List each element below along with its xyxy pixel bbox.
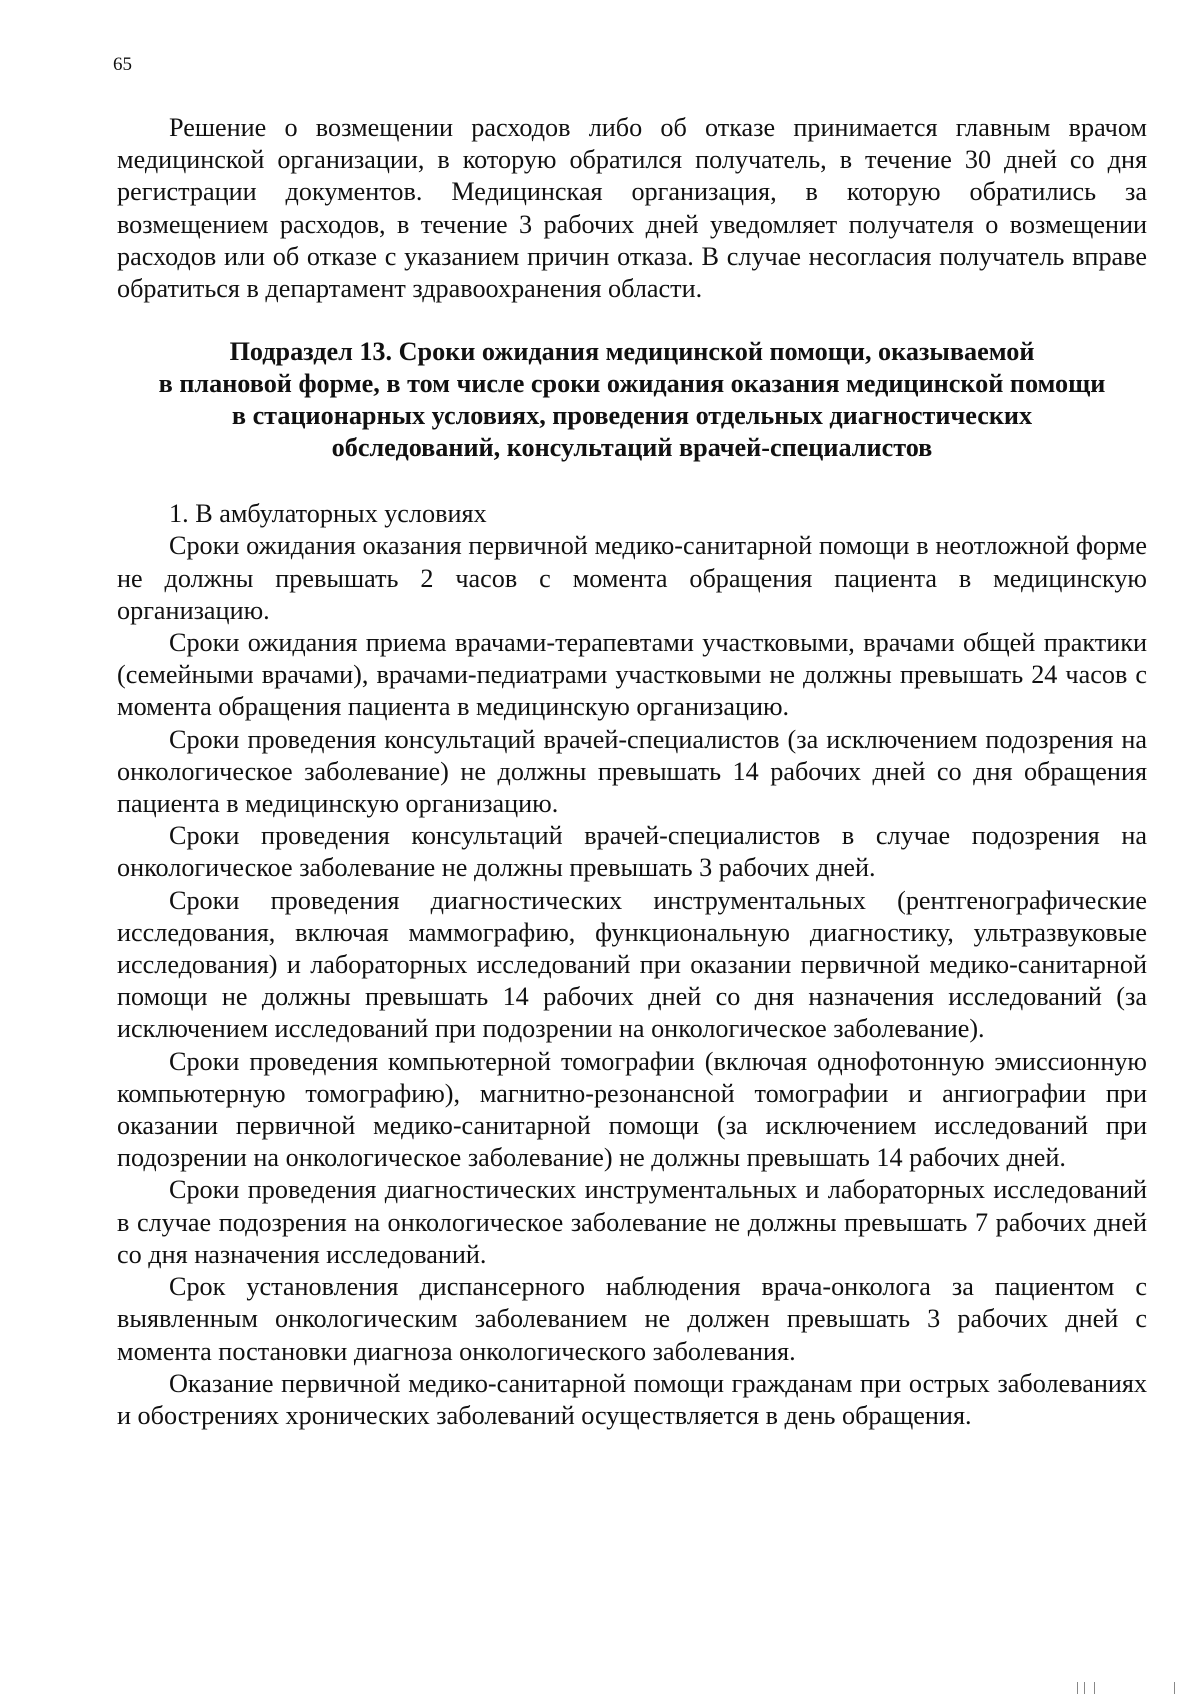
paragraph-7: Сроки проведения диагностических инструментальных и лабораторных исследований в случае подозрения на онкологическое заболевание не должны превышать 7 рабочих дней со дня назначения исследований. — [117, 1175, 1147, 1269]
section-item: 1. В амбулаторных условиях — [169, 499, 487, 529]
page-number: 65 — [113, 54, 132, 75]
paragraph-1: Сроки ожидания оказания первичной медико-санитарной помощи в неотложной форме не должны превышать 2 часов с момента обращения пациента в медицинскую организацию. — [117, 531, 1147, 625]
section-heading — [117, 336, 1147, 464]
scan-mark-right — [1174, 1682, 1175, 1694]
heading-line-4: обследований, консультаций врачей-специалистов — [331, 433, 933, 463]
paragraph-4: Сроки проведения консультаций врачей-специалистов в случае подозрения на онкологическое заболевание не должны превышать 3 рабочих дней. — [117, 821, 1147, 883]
intro-paragraph: Решение о возмещении расходов либо об отказе принимается главным врачом медицинской организации, в которую обратился получатель, в течение 30 дней со дня регистрации документов. Медицинская организация, в которую обратились за возмещением расходов, в течение 3 рабочих дней уведомляет получателя о возмещении расходов или об отказе с указанием причин отказа. В случае несогласия получатель вправе обратиться в департамент здравоохранения области. — [117, 113, 1147, 304]
paragraph-2: Сроки ожидания приема врачами-терапевтами участковыми, врачами общей практики (семейными врачами), врачами-педиатрами участковыми не должны превышать 24 часов с момента обращения пациента в медицинскую организацию. — [117, 628, 1147, 722]
document-body — [117, 112, 1147, 1432]
paragraph-3: Сроки проведения консультаций врачей-специалистов (за исключением подозрения на онкологическое заболевание) не должны превышать 14 рабочих дней со дня обращения пациента в медицинскую организацию. — [117, 724, 1147, 819]
paragraph-6: Сроки проведения компьютерной томографии (включая однофотонную эмиссионную компьютерную томографию), магнитно-резонансной томографии и ангиографии при оказании первичной медико-санитарной помощи (за исключением исследований при подозрении на онкологическое заболевание) не должны превышать 14 рабочих дней. — [117, 1046, 1147, 1173]
heading-line-1: Подраздел 13. Сроки ожидания медицинской помощи, оказываемой — [229, 337, 1035, 367]
paragraph-8: Срок установления диспансерного наблюдения врача-онколога за пациентом с выявленным онкологическим заболеванием не должен превышать 3 рабочих дней с момента постановки диагноза онкологического заболевания. — [117, 1272, 1147, 1366]
paragraph-5: Сроки проведения диагностических инструментальных (рентгенографические исследования, включая маммографию, функциональную диагностику, ультразвуковые исследования) и лабораторных исследований при оказании первичной медико-санитарной помощи не должны превышать 14 рабочих дней со дня назначения исследований (за исключением исследований при подозрении на онкологическое заболевание). — [117, 885, 1147, 1044]
paragraph-9: Оказание первичной медико-санитарной помощи гражданам при острых заболеваниях и обострениях хронических заболеваний осуществляется в день обращения. — [117, 1368, 1147, 1430]
heading-line-2: в плановой форме, в том числе сроки ожидания оказания медицинской помощи — [158, 369, 1106, 399]
heading-line-3: в стационарных условиях, проведения отдельных диагностических — [231, 401, 1033, 431]
scan-mark — [1077, 1682, 1095, 1694]
